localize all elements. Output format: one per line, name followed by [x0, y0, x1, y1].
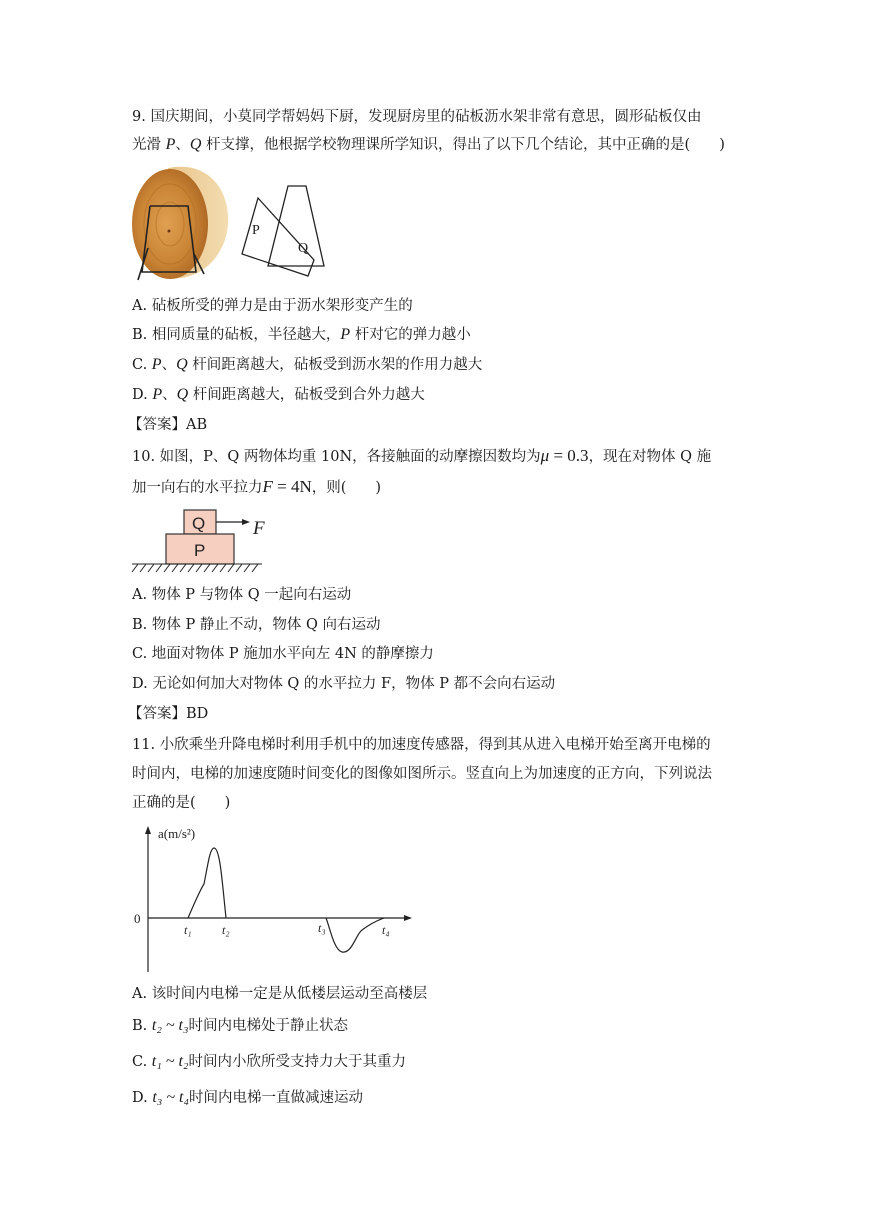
q9-option-a: A. 砧板所受的弹力是由于沥水架形变产生的 — [132, 298, 413, 314]
q10-option-d: D. 无论如何加大对物体 Q 的水平拉力 F，物体 P 都不会向右运动 — [132, 676, 556, 692]
ground — [132, 564, 262, 572]
q10-mu — [541, 446, 589, 465]
q10-stem-text: 加一向右的水平拉力 — [132, 480, 263, 496]
q11-option-b — [132, 1016, 348, 1036]
q9-var-P: P — [151, 356, 162, 373]
q11-optc-text: 时间内小欣所受支持力大于其重力 — [188, 1054, 406, 1070]
q9-optb-text: 杆对它的弹力越小 — [350, 327, 471, 343]
q10-option-a: A. 物体 P 与物体 Q 一起向右运动 — [132, 587, 352, 603]
q11-stem-line3: 正确的是( ) — [132, 795, 231, 811]
tick-t2: t₂ — [222, 923, 230, 937]
q9-var-P: P — [340, 326, 351, 343]
tick-t4: t₄ — [382, 923, 390, 937]
q10-stem-line1 — [132, 446, 711, 467]
fig-label-P: P — [252, 223, 260, 238]
q11-optc-label: C. — [132, 1054, 152, 1070]
q9-sep: 、 — [162, 387, 177, 403]
origin-label: 0 — [134, 911, 141, 926]
q9-optc-label: C. — [132, 357, 152, 373]
q9-optd-label: D. — [132, 387, 153, 403]
q10-answer: 【答案】BD — [128, 706, 209, 722]
q11-optb-range: t₂ ~ t₃ — [151, 1017, 189, 1034]
force-symbol: F — [262, 477, 273, 496]
mu-symbol: μ — [540, 446, 550, 465]
q9-optd-text: 杆间距离越大，砧板受到合外力越大 — [188, 387, 425, 403]
negative-pulse-curve — [326, 918, 384, 952]
block-Q-label: Q — [192, 514, 206, 533]
q11-optd-range: t₃ ~ t₄ — [152, 1089, 189, 1106]
q10-stem-text: ，现在对物体 Q 施 — [588, 449, 712, 465]
q9-var-P: P — [152, 386, 163, 403]
fig-label-Q: Q — [298, 241, 309, 256]
block-P-label: P — [194, 541, 206, 560]
q9-figure — [130, 162, 330, 286]
q11-option-c — [132, 1052, 406, 1072]
q9-stem-text: 光滑 — [132, 137, 166, 153]
force-label: F — [253, 518, 265, 539]
q9-option-c — [132, 355, 482, 375]
q11-option-a: A. 该时间内电梯一定是从低楼层运动至高楼层 — [132, 986, 428, 1002]
y-axis-arrow — [145, 826, 151, 834]
q9-var-Q: Q — [176, 356, 188, 373]
q10-figure — [130, 506, 280, 578]
q9-var-P: P — [165, 136, 176, 153]
cutting-board-photo — [132, 167, 228, 280]
q11-optc-range: t₁ ~ t₂ — [151, 1053, 189, 1070]
q11-acceleration-graph — [130, 824, 420, 976]
q10-option-c: C. 地面对物体 P 施加水平向左 4N 的静摩擦力 — [132, 646, 434, 662]
q10-stem-line2 — [132, 477, 381, 498]
q10-option-b: B. 物体 P 静止不动，物体 Q 向右运动 — [132, 617, 381, 633]
q9-answer: 【答案】AB — [128, 417, 208, 433]
tick-t1: t₁ — [184, 923, 192, 937]
q9-var-Q: Q — [189, 136, 202, 153]
q11-optd-label: D. — [132, 1090, 153, 1106]
q11-optb-text: 时间内电梯处于静止状态 — [188, 1018, 349, 1034]
force-value: = 4N — [272, 477, 312, 496]
q11-optd-text: 时间内电梯一直做减速运动 — [189, 1090, 363, 1106]
q10-force — [263, 477, 312, 496]
positive-pulse-curve — [188, 848, 226, 918]
q9-stem-line1: 9. 国庆期间，小莫同学帮妈妈下厨，发现厨房里的砧板沥水架非常有意思，圆形砧板仅由 — [132, 109, 702, 125]
x-axis-arrow — [404, 915, 412, 921]
q9-stem-text: 杆支撑，他根据学校物理课所学知识，得出了以下几个结论，其中正确的是( ) — [201, 137, 725, 153]
q9-optc-text: 杆间距离越大，砧板受到沥水架的作用力越大 — [187, 357, 483, 373]
mu-value: = 0.3 — [549, 446, 589, 465]
q11-option-d — [132, 1088, 363, 1108]
q9-sep: 、 — [161, 357, 177, 373]
q11-optb-label: B. — [132, 1018, 152, 1034]
q10-stem-text: 10. 如图，P、Q 两物体均重 10N，各接触面的动摩擦因数均为 — [132, 449, 541, 465]
q9-stem-line2 — [132, 135, 725, 155]
q9-optb-text: B. 相同质量的砧板，半径越大， — [132, 327, 341, 343]
y-axis-label: a(m/s²) — [158, 826, 196, 841]
tick-t3: t₃ — [318, 921, 326, 935]
q9-option-d — [132, 385, 425, 405]
q11-stem-line2: 时间内，电梯的加速度随时间变化的图像如图所示。竖直向上为加速度的正方向，下列说法 — [132, 766, 712, 782]
q11-stem-line1: 11. 小欣乘坐升降电梯时利用手机中的加速度传感器，得到其从进入电梯开始至离开电梯的 — [132, 737, 711, 753]
q10-stem-text: ，则( ) — [311, 480, 382, 496]
q9-sep: 、 — [175, 137, 190, 153]
q9-option-b — [132, 325, 471, 345]
q9-var-Q: Q — [176, 386, 189, 403]
force-arrowhead — [242, 519, 250, 525]
